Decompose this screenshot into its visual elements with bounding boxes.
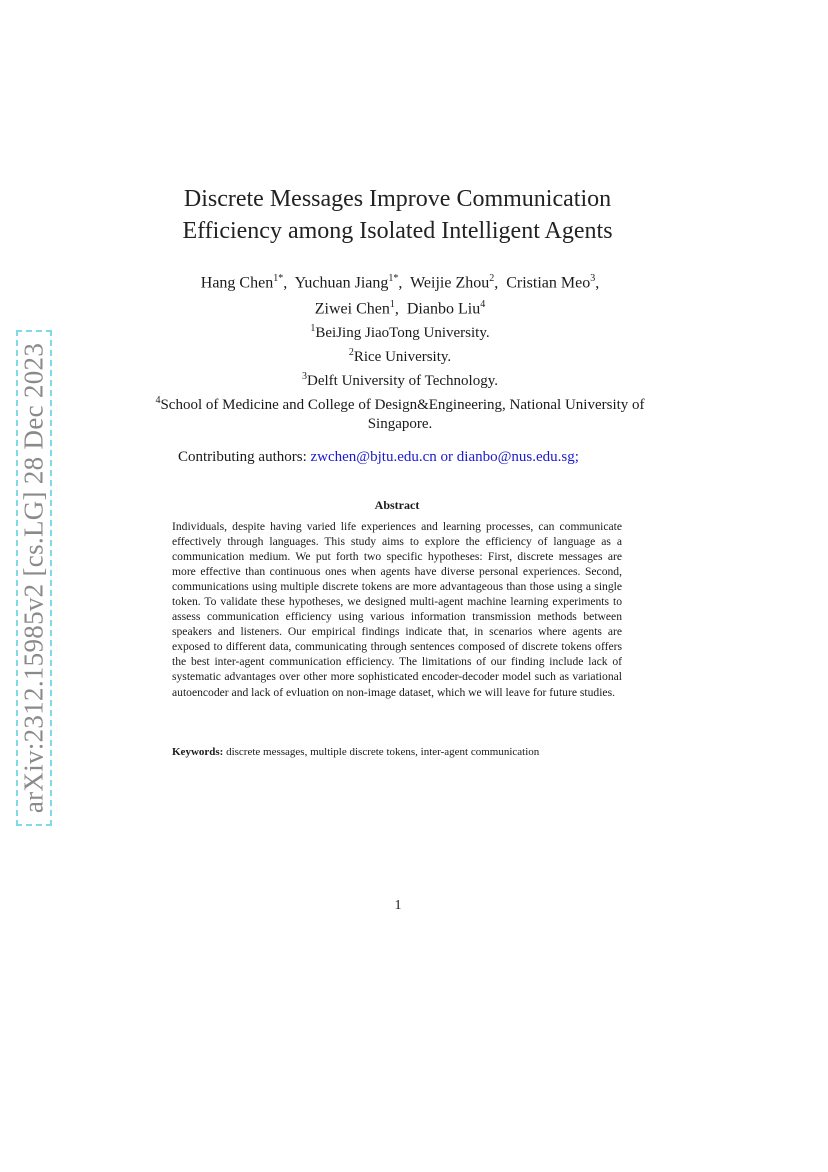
email-link-1[interactable]: zwchen@bjtu.edu.cn bbox=[310, 449, 437, 465]
author-name: Dianbo Liu bbox=[406, 300, 481, 318]
affiliation-mark: 4 bbox=[155, 395, 161, 406]
author-name: Weijie Zhou bbox=[410, 274, 490, 292]
affiliation-text: BeiJing JiaoTong University. bbox=[315, 325, 490, 341]
affiliation-text: Rice University. bbox=[353, 349, 452, 365]
affiliation-mark: 2 bbox=[348, 347, 354, 358]
author-affiliation-mark: 4 bbox=[480, 299, 486, 311]
author-name: Yuchuan Jiang bbox=[294, 274, 389, 292]
contributing-authors bbox=[178, 448, 579, 467]
author-line-2: Ziwei Chen$^1$, Dianbo Liu$^4$ bbox=[314, 299, 486, 318]
arxiv-identifier-stamp bbox=[16, 330, 52, 826]
author-affiliation-mark: 2 bbox=[489, 273, 495, 284]
email-separator: or bbox=[440, 449, 454, 465]
keywords-text: discrete messages, multiple discrete tokens, inter-agent communication bbox=[226, 746, 540, 758]
paper-title bbox=[120, 183, 675, 247]
affiliation-item bbox=[150, 343, 650, 367]
affiliation-list bbox=[150, 319, 650, 434]
affiliation-mark: 3 bbox=[302, 371, 307, 382]
keywords bbox=[172, 745, 539, 759]
arxiv-identifier-text: arXiv:2312.15985v2 [cs.LG] 28 Dec 2023 bbox=[18, 342, 49, 814]
abstract-body: Individuals, despite having varied life experiences and learning processes, can communicate effectively through languages. This study aims to explore the efficiency of language as a communication medium. We put forth two specific hypotheses: First, discrete messages are more effective than continuous ones when agents have diverse personal experiences. Second, communications using multiple discrete tokens are more advantageous than those using a single token. To validate these hypotheses, we designed multi-agent machine learning experiments to assess communication efficiency using various information transmission methods between speakers and listeners. Our empirical findings indicate that, in scenarios where agents are exposed to different data, communicating through sentences composed of discrete tokens offers the best inter-agent communication efficiency. The limitations of our finding include lack of systematic advantages over other more sophisticated encoder-decoder model such as variational autoencoder and lack of evluation on non-image dataset, which we will leave for future studies. bbox=[172, 520, 622, 699]
author-affiliation-mark: 1* bbox=[273, 273, 284, 284]
author-name: Cristian Meo bbox=[506, 274, 591, 292]
keywords-label: Keywords: bbox=[172, 746, 224, 758]
contributing-label: Contributing authors: bbox=[178, 449, 307, 465]
email-link-2[interactable]: dianbo@nus.edu.sg bbox=[456, 449, 575, 465]
title-line-2: Efficiency among Isolated Intelligent Agents bbox=[182, 218, 613, 244]
affiliation-item bbox=[150, 319, 650, 343]
author-affiliation-mark: 1* bbox=[388, 273, 399, 284]
affiliation-text: School of Medicine and College of Design&Engineering, National University of Singapore. bbox=[160, 397, 645, 432]
author-name: Ziwei Chen bbox=[314, 300, 390, 318]
affiliation-item bbox=[150, 391, 650, 434]
affiliation-item bbox=[150, 367, 650, 391]
affiliation-text: Delft University of Technology. bbox=[307, 373, 498, 389]
author-affiliation-mark: 3 bbox=[590, 273, 596, 284]
email-end-mark: ; bbox=[574, 449, 579, 465]
author-list bbox=[150, 268, 650, 321]
author-line-1: Hang Chen$^{1*}$, Yuchuan Jiang$^{1*}$, Weijie Zhou$^2$, Cristian Meo$^3$, bbox=[200, 273, 600, 292]
affiliation-mark: 1 bbox=[310, 323, 316, 334]
page-number: 1 bbox=[394, 898, 402, 913]
abstract-heading: Abstract bbox=[374, 498, 420, 512]
author-name: Hang Chen bbox=[200, 274, 274, 292]
author-affiliation-mark: 1 bbox=[389, 299, 395, 311]
title-line-1: Discrete Messages Improve Communication bbox=[183, 186, 612, 212]
